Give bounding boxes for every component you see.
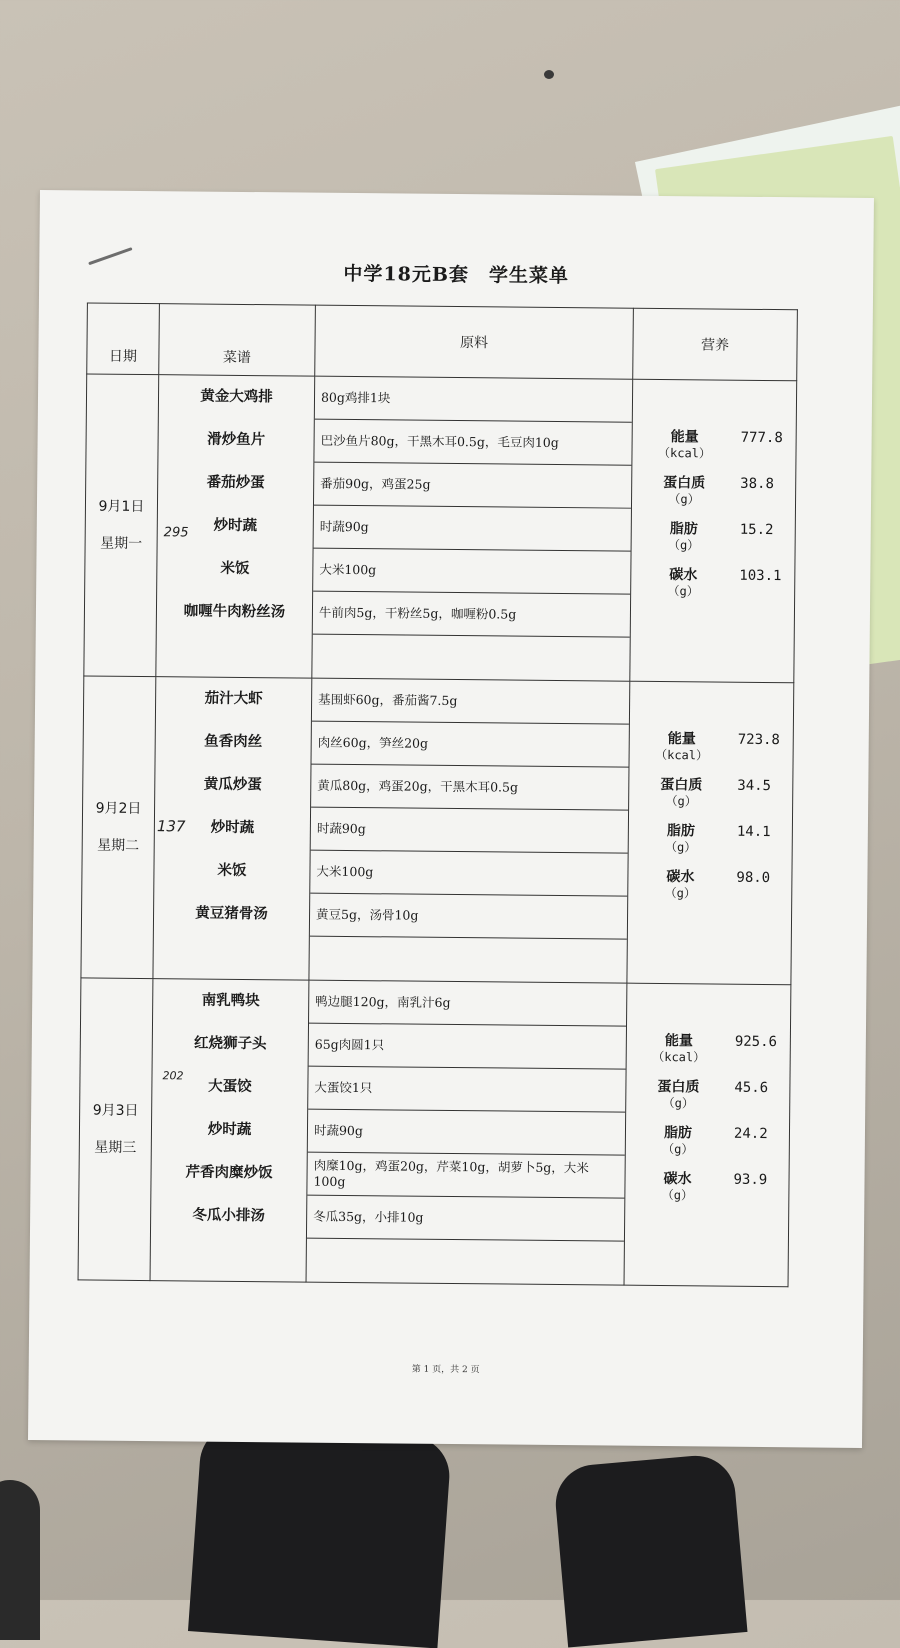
nutrition-label: 蛋白质	[663, 474, 706, 492]
dish-name: 黄金大鸡排	[200, 388, 273, 406]
background-dark-object	[188, 1422, 452, 1648]
nutrition-energy	[641, 1032, 790, 1079]
nutrition-value: 14.1	[736, 823, 771, 841]
nutrition-label: 能量	[670, 429, 699, 446]
nutrition-label: 能量	[667, 731, 696, 748]
ingredient-line	[307, 1239, 624, 1285]
date: 9月3日	[92, 1102, 139, 1120]
nutrition-fat	[640, 1124, 789, 1171]
nutrition-label: 脂肪	[669, 521, 698, 538]
weekday: 星期一	[100, 535, 143, 552]
ingredient-line	[312, 635, 629, 681]
date-cell	[81, 676, 156, 979]
nutrition-fat	[645, 520, 794, 567]
nutrition-unit: （kcal）	[657, 446, 712, 461]
background-dark-object	[0, 1480, 40, 1640]
handwritten-note: 295	[163, 525, 189, 541]
ingredients-cell	[312, 376, 633, 681]
nutrition-value: 98.0	[736, 869, 771, 887]
nutrition-unit: （kcal）	[655, 748, 709, 763]
document-title: 中学18元B套 学生菜单	[343, 262, 570, 288]
nutrition-unit: （g）	[664, 886, 696, 901]
nutrition-unit: （g）	[667, 538, 700, 553]
background-dark-object	[552, 1452, 747, 1647]
dish-name: 茄汁大虾	[204, 690, 263, 708]
page-footer: 第 1 页，共 2 页	[411, 1364, 480, 1376]
nutrition-label: 脂肪	[666, 823, 695, 840]
nutrition-unit: （g）	[662, 1142, 694, 1157]
nutrition-value: 38.8	[740, 475, 775, 493]
handwritten-note: 202	[162, 1069, 184, 1083]
nutrition-label: 蛋白质	[660, 776, 703, 794]
day-row	[81, 676, 794, 985]
nutrition-protein	[643, 776, 792, 823]
ingredient-line: 鸭边腿120g，南乳汁6g	[309, 981, 626, 1027]
nutrition-value: 45.6	[734, 1079, 769, 1097]
nutrition-energy	[643, 730, 792, 777]
nutrition-unit: （g）	[668, 492, 700, 507]
dish-name: 黄豆猪骨汤	[195, 905, 268, 923]
nutrition-value: 723.8	[737, 731, 780, 749]
ingredient-line: 肉糜10g，鸡蛋20g，芹菜10g，胡萝卜5g，大米100g	[307, 1153, 624, 1199]
nutrition-unit: （g）	[665, 794, 697, 809]
ingredient-line: 80g鸡排1块	[315, 377, 632, 423]
nutrition-carbs	[642, 868, 791, 915]
nutrition-protein	[640, 1078, 789, 1125]
ingredient-line: 基围虾60g，番茄酱7.5g	[312, 679, 629, 725]
nutrition-value: 15.2	[739, 521, 774, 539]
nutrition-label: 脂肪	[663, 1125, 693, 1142]
ingredient-line	[309, 937, 626, 983]
dish-name: 芹香肉糜炒饭	[185, 1164, 273, 1182]
nutrition-label: 蛋白质	[657, 1078, 700, 1096]
ingredient-line: 巴沙鱼片80g，干黑木耳0.5g，毛豆肉10g	[314, 420, 631, 466]
nutrition-carbs	[639, 1170, 788, 1217]
ingredient-line: 65g肉圆1只	[309, 1024, 626, 1070]
weekday: 星期三	[94, 1139, 137, 1156]
nutrition-value: 925.6	[734, 1033, 778, 1051]
dish-cell	[153, 677, 312, 980]
dish-name: 炒时蔬	[210, 819, 255, 837]
weekday: 星期二	[97, 837, 140, 854]
nutrition-energy	[646, 428, 795, 475]
nutrition-value: 103.1	[739, 567, 782, 585]
nutrition-cell	[624, 983, 791, 1287]
nutrition-value: 24.2	[733, 1125, 768, 1143]
dish-cell	[156, 375, 315, 678]
dish-name: 滑炒鱼片	[207, 431, 266, 449]
nutrition-unit: （g）	[665, 840, 697, 855]
nutrition-unit: （kcal）	[652, 1050, 706, 1065]
nutrition-value: 777.8	[740, 429, 783, 447]
date: 9月1日	[98, 498, 145, 516]
dish-name: 冬瓜小排汤	[192, 1207, 265, 1225]
ingredients-cell	[309, 678, 630, 983]
date-cell	[78, 978, 153, 1281]
nutrition-value: 93.9	[733, 1171, 768, 1189]
dish-name: 炒时蔬	[213, 517, 258, 535]
header-dish: 菜谱	[159, 304, 316, 376]
nutrition-label: 碳水	[666, 869, 695, 886]
nutrition-carbs	[645, 566, 794, 613]
nutrition-label: 能量	[664, 1033, 693, 1050]
ingredient-line: 牛前肉5g，干粉丝5g，咖喱粉0.5g	[313, 592, 630, 638]
ingredient-line: 肉丝60g，笋丝20g	[311, 722, 628, 768]
nutrition-value: 34.5	[737, 777, 772, 795]
day-row	[84, 374, 797, 683]
dish-name: 南乳鸭块	[201, 992, 260, 1010]
dish-name: 番茄炒蛋	[206, 474, 265, 492]
ingredient-line: 黄瓜80g，鸡蛋20g，干黑木耳0.5g	[311, 765, 628, 811]
dish-name: 黄瓜炒蛋	[203, 776, 262, 794]
dish-name: 红烧狮子头	[193, 1035, 267, 1053]
dish-name: 鱼香肉丝	[204, 733, 263, 751]
header-row	[87, 303, 798, 381]
menu-sheet	[28, 190, 874, 1448]
nutrition-label: 碳水	[669, 567, 698, 584]
ingredient-line: 时蔬90g	[314, 506, 631, 552]
header-nutrition: 营养	[633, 308, 798, 381]
ingredient-line: 大蛋饺1只	[308, 1067, 625, 1113]
nutrition-label: 碳水	[663, 1171, 692, 1188]
nutrition-cell	[627, 681, 794, 985]
ingredient-line: 大米100g	[310, 851, 627, 897]
date: 9月2日	[95, 800, 142, 818]
dish-name: 米饭	[217, 862, 247, 880]
header-ingredients: 原料	[315, 305, 634, 379]
dish-cell	[150, 979, 309, 1282]
nutrition-cell	[630, 379, 797, 683]
header-date: 日期	[87, 303, 160, 375]
ingredient-line: 番茄90g，鸡蛋25g	[314, 463, 631, 509]
ingredient-line: 时蔬90g	[308, 1110, 625, 1156]
date-cell	[84, 374, 159, 677]
desk-stain	[544, 70, 554, 79]
ingredient-line: 黄豆5g，汤骨10g	[310, 894, 627, 940]
ingredient-line: 大米100g	[313, 549, 630, 595]
dish-name: 炒时蔬	[207, 1121, 252, 1139]
day-row	[78, 978, 791, 1287]
menu-table	[78, 302, 798, 1287]
nutrition-fat	[643, 822, 792, 869]
ingredients-cell	[306, 980, 627, 1285]
handwritten-note: 137	[156, 817, 186, 836]
dish-name: 米饭	[220, 560, 250, 578]
nutrition-unit: （g）	[662, 1096, 694, 1111]
ingredient-line: 冬瓜35g，小排10g	[307, 1196, 624, 1242]
nutrition-unit: （g）	[667, 584, 699, 599]
nutrition-protein	[646, 474, 795, 521]
ingredient-line: 时蔬90g	[311, 808, 628, 854]
nutrition-unit: （g）	[661, 1188, 694, 1203]
dish-name: 咖喱牛肉粉丝汤	[183, 603, 286, 621]
dish-name: 大蛋饺	[208, 1078, 252, 1096]
